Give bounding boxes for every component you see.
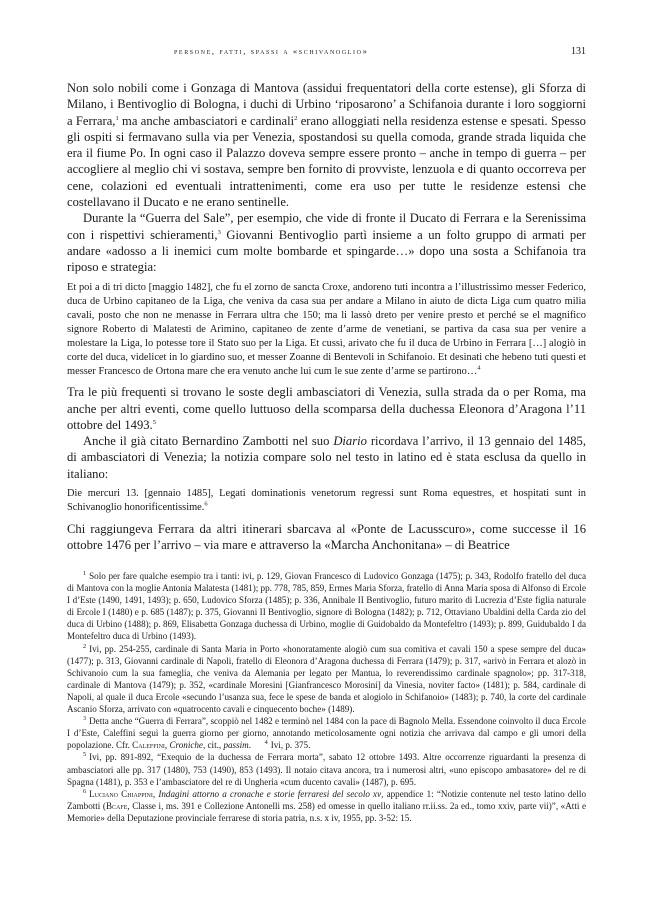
paragraph bbox=[67, 384, 586, 433]
text-run: Giovanni Bentivoglio partì insieme a un folto gruppo di armati per andare «adosso a li inemici cum molte bombarde et spingarde…» dopo una sosta a Schifanoia tra riposo e strategia: bbox=[67, 227, 586, 275]
footnote-ref: 1 bbox=[115, 114, 119, 122]
author-name: Luciano Chiappini bbox=[89, 788, 153, 799]
footnote-text: , bbox=[152, 788, 159, 799]
footnote-ref: 5 bbox=[152, 418, 156, 426]
footnote-text: Ivi, pp. 254-255, cardinale di Santa Maria in Porto «honoratamente alogiò cum sua comitiva et cavali 150 a spese sempre del duca» (1477); p. 313, Giovanni cardinale di Napoli, fratello di Eleonora d’Aragona duchessa di Ferrara (1479); p. 317, «arivò in Ferrara et alozò in Schivanoio cum la sua fameglia, che veniva da Alemania per legato per Mantua, lo reverendissimo cardinale spagnolo»; pp. 317-318, cardinale di Mantova (1479); p. 352, «cardinale Moresini [Gianfrancesco Morosini] da Vinesia, noviter facto» (1481); p. 584, cardinale di Napoli, al quale il duca Ercole «secundo l’usanza sua, fece le spese de banda et alogiolo in Schifanoio» (1483); p. 740, la corte del cardinale Ascanio Sforza, arrivato con «quatrocento cavali e cinquecento boche» (1489). bbox=[67, 643, 586, 715]
footnote-number: 2 bbox=[83, 642, 87, 650]
text-run: Durante la “Guerra del Sale”, per esempio, che vide di fronte il Ducato di Ferrara e la Serenissima con i rispettivi schieramenti, bbox=[67, 211, 586, 242]
block-quote bbox=[67, 487, 586, 515]
footnote-ref: 2 bbox=[294, 114, 298, 122]
footnote-number: 6 bbox=[83, 787, 87, 795]
footnote bbox=[67, 643, 586, 716]
text-run: Die mercuri 13. [gennaio 1485], Legati dominationis venetorum regressi sunt Roma equestres, et hospitati sunt in Schivanoglio honorificentissime. bbox=[67, 488, 586, 514]
footnote-number: 3 bbox=[83, 715, 87, 723]
footnote bbox=[67, 570, 586, 643]
paragraph bbox=[67, 210, 586, 275]
footnote-text: Detta anche “Guerra di Ferrara”, scoppiò nel 1482 e terminò nel 1484 con la pace di Bagnolo Mella. Essendone coinvolto il duca Ercole I d’Este, Caleffini seguì la guerra giorno per giorno, annotando meticolosamente ogni notizia che arrivava dal campo e gli umori della popolazione. Cfr. bbox=[67, 716, 586, 751]
footnote-text: , Classe i, ms. 391 e Collezione Antonelli ms. 258) ed omesse in quello italiano rr.ii.ss. 2a ed., tomo xxiv, parte vii)”, «Atti e Memorie» della Deputazione provinciale ferrarese di storia patria, n.s. x iv, 1955, pp. 3-52: 15. bbox=[67, 800, 587, 823]
text-run: Chi raggiungeva Ferrara da altri itinerari sbarcava al «Ponte de Lacusscuro», come successe il 16 ottobre 1476 per l’arrivo – via mare e attraverso la «Marcha Anchonitana» – di Beatrice bbox=[67, 522, 586, 553]
text-run: Anche il già citato Bernardino Zambotti nel suo bbox=[83, 434, 334, 449]
title-italic: Croniche bbox=[169, 740, 203, 751]
footnote-text: Ivi, p. 375. bbox=[270, 740, 311, 751]
footnote bbox=[67, 715, 586, 751]
footnote-text: Ivi, pp. 891-892, “Exequio de la duchessa de Ferrara morta”, sabato 12 ottobre 1493. Altre occorrenze riguardanti la presenza di ambasciatori alle pp. 317 (1480), 753 (1490), 853 (1493). Il notaio citava ancora, tra i numerosi altri, «uno episcopo ambasatore» del re di Spagna (1481), p. 353 e l’ambasciatore del re di Ungheria «cum ducento cavali» (1487), p. 695. bbox=[67, 752, 586, 787]
text-run: ricordava l’arrivo, il 13 gennaio del 1485, di ambasciatori di Venezia; la notizia compare solo nel testo in latino ed è stata esclusa da quello in italiano: bbox=[67, 434, 586, 481]
footnote-number: 1 bbox=[83, 569, 87, 577]
paragraph bbox=[67, 80, 586, 210]
block-quote bbox=[67, 281, 586, 380]
text-run: Tra le più frequenti si trovano le soste degli ambasciatori di Venezia, sulla strada da o per Roma, ma anche per altri eventi, come quello luttuoso della scomparsa della duchessa Eleonora d’Aragona l’11 ottobre del 1493. bbox=[67, 385, 586, 432]
title-italic: passim bbox=[223, 740, 249, 751]
running-header bbox=[67, 46, 586, 60]
running-title: persone, fatti, spassi a «schivanoglio» bbox=[174, 46, 369, 56]
footnote-number: 5 bbox=[83, 751, 87, 759]
paragraph bbox=[67, 433, 586, 482]
footnote-ref: 4 bbox=[477, 364, 481, 372]
page-number: 131 bbox=[571, 46, 586, 57]
text-run: erano alloggiati nella residenza estense e spesati. Spesso gli ospiti si fermavano sulla via per Venezia, spostandosi su quella comoda, grande strada liquida che era il fiume Po. In ogni caso il Palazzo doveva sempre essere pronto – anche in tempo di guerra – per accogliere al meglio chi vi sostava, sempre ben fornito di provviste, lenzuola e di quanto occorreva per cene, colazioni ed eventuali intrattenimenti, come era uso per tutte le residenze estensi che costellavano il Ducato e ne erano sentinelle. bbox=[67, 113, 586, 210]
footnote-text: , cit., bbox=[202, 740, 224, 751]
text-run: ma anche ambasciatori e cardinali bbox=[118, 113, 295, 128]
footnote-number: 4 bbox=[264, 739, 268, 747]
paragraph bbox=[67, 521, 586, 554]
footnote-text: . bbox=[248, 740, 251, 751]
footnotes bbox=[67, 570, 586, 824]
text-run: Et poi a dì tri dicto [maggio 1482], che fu el zorno de sancta Croxe, andoreno tuti incontra a l’illustrissimo messer Federico, duca de Urbino capitaneo de la Liga, che veniva da casa sua per andare a Milano in aiuto de dicta Liga cum quatro milia cavali, posto che non ne menasse in Ferrara ultra che 150; ma li lassò dreto per venire presto et perché se el magnifico signore Roberto di Malatesti de Arimino, capitaneo de zente d’arme de venetiani, se partiva da casa sua per venire a molestare la Liga, lo potesse tore il Stato suo per la Liga. Et cussì, arivato che fu il duca de Urbino in Ferrara […] alogiò in corte del duca, videlicet in lo giardino suo, et messer Zoanne di Bentevoli in Schifanoio. Et desinati che hebeno tuti questi et messer Francesco de Ortona mare che era venuto anche lui cum le sue zente d’arme se partirono… bbox=[67, 281, 586, 378]
title-italic: Diario bbox=[333, 434, 367, 449]
text-run: Non solo nobili come i Gonzaga di Mantova (assidui frequentatori della corte estense), gli Sforza di Milano, i Bentivoglio di Bologna, i duchi di Urbino ‘riposarono’ a Schifanoia durante i loro soggiorni a Ferrara, bbox=[67, 81, 586, 128]
footnote bbox=[67, 788, 586, 824]
footnote bbox=[67, 751, 586, 787]
main-text bbox=[67, 80, 586, 554]
footnote-ref: 3 bbox=[217, 228, 221, 236]
library-siglum: Bcafe bbox=[105, 800, 128, 811]
author-name: Caleffini bbox=[132, 740, 165, 751]
footnote-text: , appendice 1: “Notizie contenute nel testo latino dello Zambotti ( bbox=[67, 788, 587, 811]
title-italic: Indagini attorno a cronache e storie ferraresi del secolo xv bbox=[158, 788, 382, 799]
footnote-text: , bbox=[164, 740, 170, 751]
footnote-text: Solo per fare qualche esempio tra i tanti: ivi, p. 129, Giovan Francesco di Ludovico Gonzaga (1475); p. 343, Rodolfo fratello del duca di Mantova con la moglie Antonia Malatesta (1481); pp. 778, 785, 859, Ermes Maria Sforza, fratello di Anna Maria sposa di Alfonso di Ercole I d’Este (1490, 1491, 1493); p. 650, Ludovico Sforza (1485); p. 336, Annibale II Bentivoglio, futuro marito di Lucrezia d’Este figlia naturale di Ercole I (1480) e p. 685 (1487); p. 375, Giovanni II Bentivoglio, signore di Bologna (1482); p. 712, Ottaviano Ubaldini della Carda zio del duca di Urbino (1488); p. 869, Elisabetta Gonzaga duchessa di Urbino, moglie di Guidobaldo da Montefeltro (1493); p. 899, Guidubaldo I da Montefeltro duca di Urbino (1493). bbox=[67, 571, 586, 642]
footnote-ref: 6 bbox=[204, 500, 208, 508]
